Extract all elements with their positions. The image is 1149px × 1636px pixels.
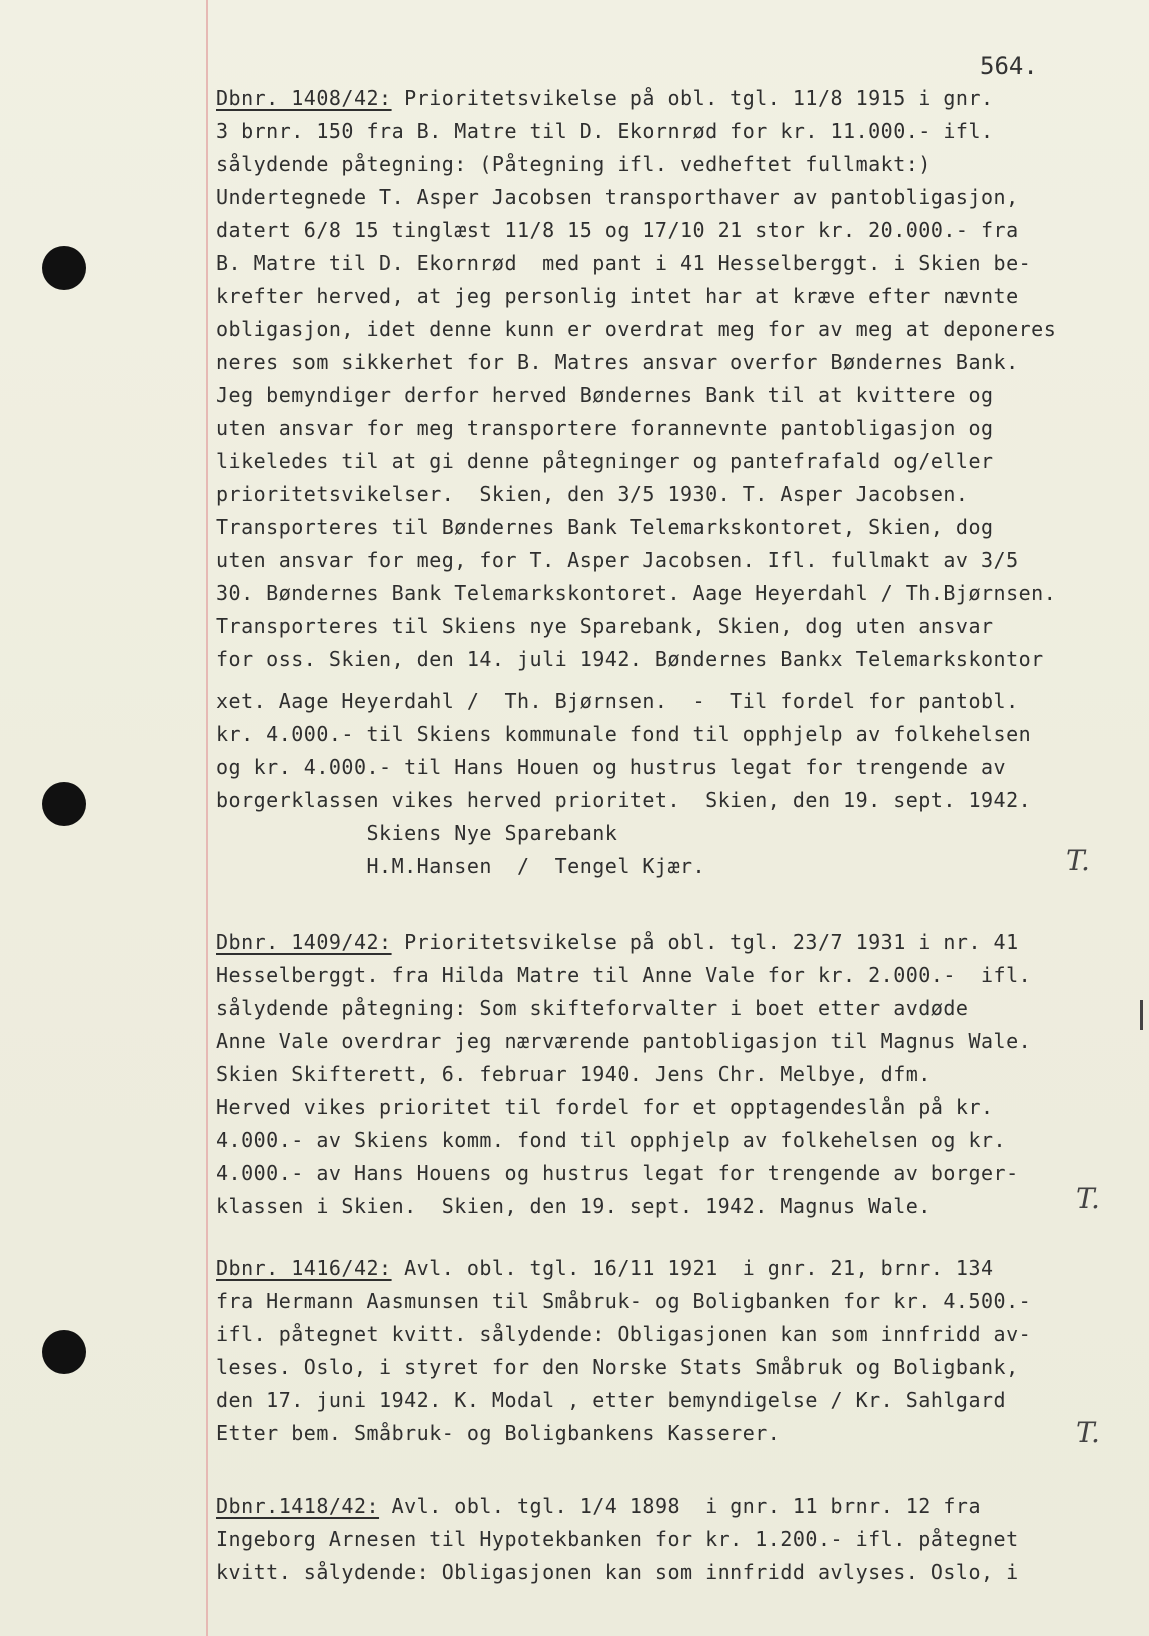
handwritten-initials: T. xyxy=(1066,844,1091,877)
entry-line: likeledes til at gi denne påtegninger og pantefrafald og/eller xyxy=(216,449,994,473)
entry-line: ifl. påtegnet kvitt. sålydende: Obligasjonen kan som innfridd av- xyxy=(216,1322,1032,1346)
entry-line: Dbnr. 1408/42: Prioritetsvikelse på obl. tgl. 11/8 1915 i gnr. xyxy=(216,86,994,110)
entry-line: 30. Bøndernes Bank Telemarkskontoret. Aage Heyerdahl / Th.Bjørnsen. xyxy=(216,581,1057,605)
edge-mark xyxy=(1140,1000,1143,1030)
entry-line: prioritetsvikelser. Skien, den 3/5 1930. T. Asper Jacobsen. xyxy=(216,482,969,506)
entry-line: Skien Skifterett, 6. februar 1940. Jens Chr. Melbye, dfm. xyxy=(216,1062,931,1086)
entry-line: sålydende påtegning: (Påtegning ifl. vedheftet fullmakt:) xyxy=(216,152,931,176)
entry-line: klassen i Skien. Skien, den 19. sept. 1942. Magnus Wale. xyxy=(216,1194,931,1218)
margin-line xyxy=(206,0,208,1636)
entry-line: Etter bem. Småbruk- og Boligbankens Kasserer. xyxy=(216,1421,781,1445)
entry-line: Herved vikes prioritet til fordel for et opptagendeslån på kr. xyxy=(216,1095,994,1119)
entry-line: Transporteres til Bøndernes Bank Telemarkskontoret, Skien, dog xyxy=(216,515,994,539)
entry-line: for oss. Skien, den 14. juli 1942. Bøndernes Bankx Telemarkskontor xyxy=(216,647,1044,671)
punch-hole xyxy=(42,1330,86,1374)
entry-line: Jeg bemyndiger derfor herved Bøndernes Bank til at kvittere og xyxy=(216,383,994,407)
entry-line: Dbnr.1418/42: Avl. obl. tgl. 1/4 1898 i gnr. 11 brnr. 12 fra xyxy=(216,1494,982,1518)
entry-1418 xyxy=(216,1494,1126,1604)
handwritten-initials: T. xyxy=(1076,1416,1101,1449)
entry-line: B. Matre til D. Ekornrød med pant i 41 Hesselberggt. i Skien be- xyxy=(216,251,1032,275)
entry-line: Undertegnede T. Asper Jacobsen transporthaver av pantobligasjon, xyxy=(216,185,1019,209)
punch-hole xyxy=(42,782,86,826)
entry-line: krefter herved, at jeg personlig intet har at kræve efter nævnte xyxy=(216,284,1019,308)
entry-line: Ingeborg Arnesen til Hypotekbanken for kr. 1.200.- ifl. påtegnet xyxy=(216,1527,1019,1551)
entry-line: H.M.Hansen / Tengel Kjær. xyxy=(216,854,706,878)
entry-line: 4.000.- av Hans Houens og hustrus legat for trengende av borger- xyxy=(216,1161,1019,1185)
entry-line: uten ansvar for meg transportere forannevnte pantobligasjon og xyxy=(216,416,994,440)
entry-line: obligasjon, idet denne kunn er overdrat meg for av meg at deponeres xyxy=(216,317,1057,341)
entry-line: 3 brnr. 150 fra B. Matre til D. Ekornrød for kr. 11.000.- ifl. xyxy=(216,119,994,143)
entry-reference: Dbnr.1418/42: xyxy=(216,1494,380,1518)
entry-line: og kr. 4.000.- til Hans Houen og hustrus legat for trengende av xyxy=(216,755,1007,779)
entry-line: sålydende påtegning: Som skifteforvalter i boet etter avdøde xyxy=(216,996,969,1020)
entry-line: xet. Aage Heyerdahl / Th. Bjørnsen. - Til fordel for pantobl. xyxy=(216,689,1019,713)
entry-line: borgerklassen vikes herved prioritet. Skien, den 19. sept. 1942. xyxy=(216,788,1032,812)
entry-reference: Dbnr. 1416/42: xyxy=(216,1256,392,1280)
entry-line: den 17. juni 1942. K. Modal , etter bemyndigelse / Kr. Sahlgard xyxy=(216,1388,1007,1412)
entry-line: Transporteres til Skiens nye Sparebank, Skien, dog uten ansvar xyxy=(216,614,994,638)
entry-line: neres som sikkerhet for B. Matres ansvar overfor Bøndernes Bank. xyxy=(216,350,1019,374)
entry-line: Dbnr. 1409/42: Prioritetsvikelse på obl. tgl. 23/7 1931 i nr. 41 xyxy=(216,930,1019,954)
entry-line: Dbnr. 1416/42: Avl. obl. tgl. 16/11 1921 i gnr. 21, brnr. 134 xyxy=(216,1256,994,1280)
entry-line: leses. Oslo, i styret for den Norske Stats Småbruk og Boligbank, xyxy=(216,1355,1019,1379)
entry-line: fra Hermann Aasmunsen til Småbruk- og Boligbanken for kr. 4.500.- xyxy=(216,1289,1032,1313)
entry-reference: Dbnr. 1408/42: xyxy=(216,86,392,110)
entry-line: Anne Vale overdrar jeg nærværende pantobligasjon til Magnus Wale. xyxy=(216,1029,1032,1053)
entry-line: kvitt. sålydende: Obligasjonen kan som innfridd avlyses. Oslo, i xyxy=(216,1560,1019,1584)
entry-line: Hesselberggt. fra Hilda Matre til Anne Vale for kr. 2.000.- ifl. xyxy=(216,963,1032,987)
entry-line: Skiens Nye Sparebank xyxy=(216,821,618,845)
entry-line: uten ansvar for meg, for T. Asper Jacobsen. Ifl. fullmakt av 3/5 xyxy=(216,548,1019,572)
entry-line: datert 6/8 15 tinglæst 11/8 15 og 17/10 21 stor kr. 20.000.- fra xyxy=(216,218,1019,242)
entry-line: kr. 4.000.- til Skiens kommunale fond til opphjelp av folkehelsen xyxy=(216,722,1032,746)
entry-1409 xyxy=(216,930,1126,1230)
entry-line: 4.000.- av Skiens komm. fond til opphjelp av folkehelsen og kr. xyxy=(216,1128,1007,1152)
entry-1416 xyxy=(216,1256,1126,1466)
punch-hole xyxy=(42,246,86,290)
entry-reference: Dbnr. 1409/42: xyxy=(216,930,392,954)
page-number: 564. xyxy=(980,52,1038,80)
handwritten-initials: T. xyxy=(1076,1182,1101,1215)
entry-1408 xyxy=(216,86,1126,876)
